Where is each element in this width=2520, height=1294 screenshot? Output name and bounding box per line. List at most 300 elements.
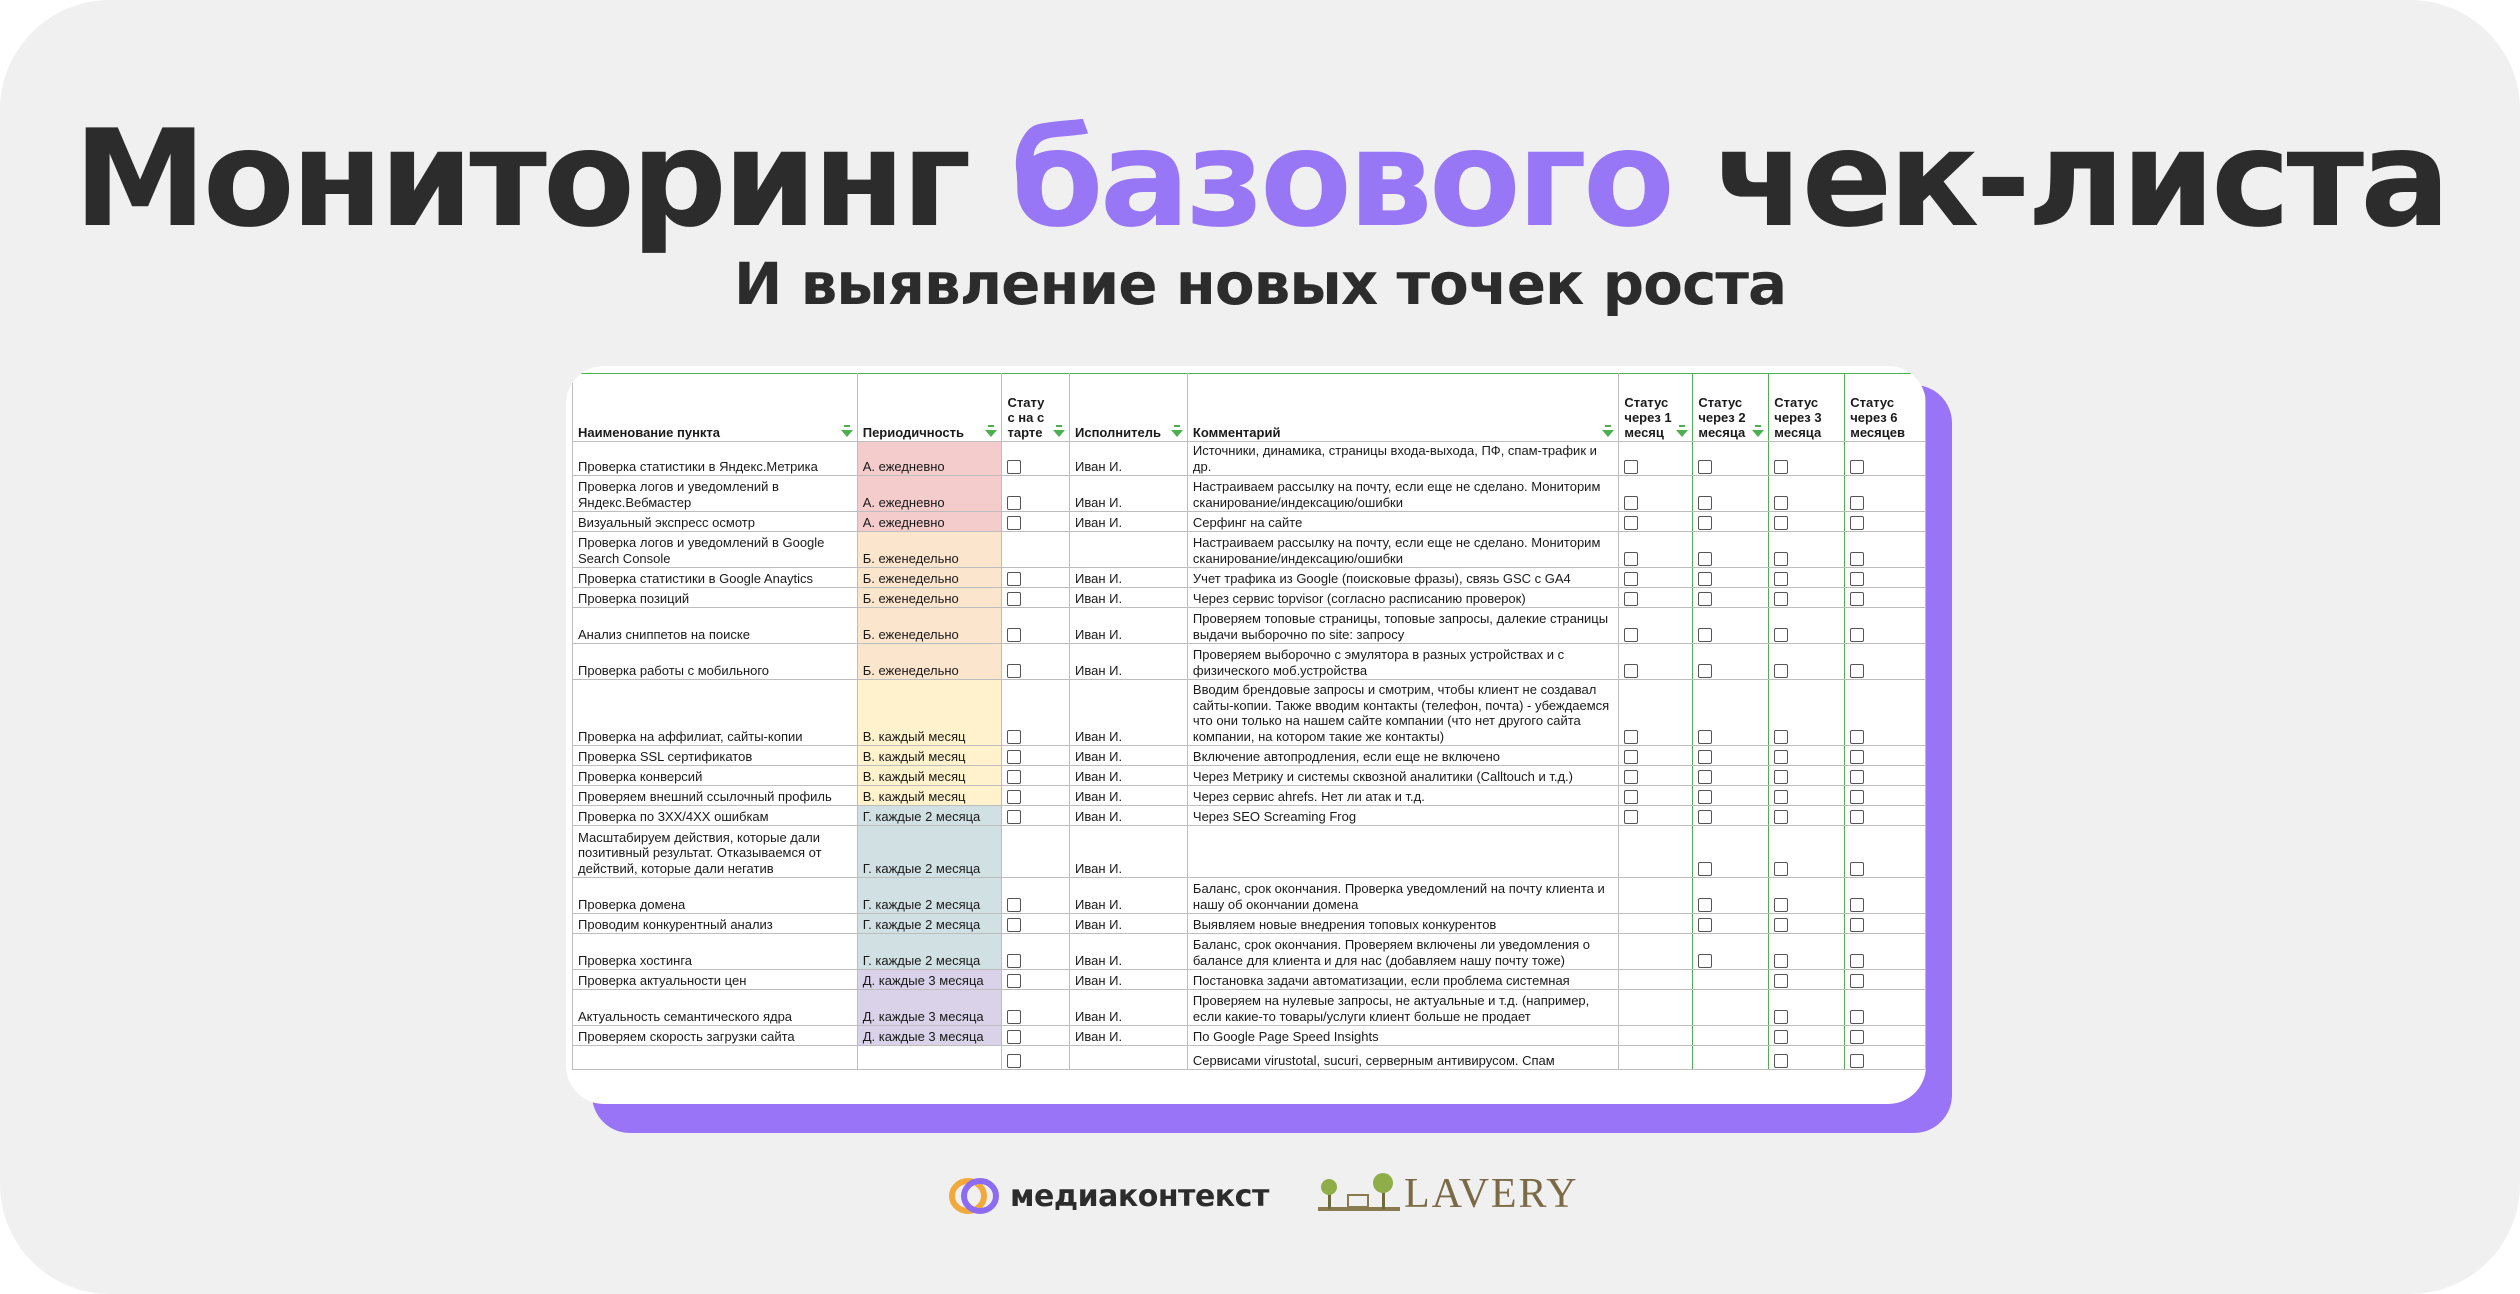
cell-executor[interactable]: Иван И.: [1070, 644, 1188, 680]
cell-status-6m[interactable]: [1845, 442, 1926, 476]
checkbox[interactable]: [1850, 552, 1864, 566]
cell-period[interactable]: В. каждый месяц: [857, 786, 1002, 806]
cell-status-start[interactable]: [1002, 532, 1070, 568]
header-comment[interactable]: [1187, 374, 1619, 442]
cell-status-start[interactable]: [1002, 1046, 1070, 1070]
checkbox[interactable]: [1698, 862, 1712, 876]
cell-executor[interactable]: Иван И.: [1070, 914, 1188, 934]
filter-icon[interactable]: [1602, 430, 1614, 437]
checkbox[interactable]: [1007, 496, 1021, 510]
checkbox[interactable]: [1850, 460, 1864, 474]
checkbox[interactable]: [1698, 592, 1712, 606]
cell-status-2m[interactable]: [1693, 1026, 1769, 1046]
cell-period[interactable]: А. ежедневно: [857, 512, 1002, 532]
cell-comment[interactable]: Баланс, срок окончания. Проверяем включены ли уведомления о балансе для клиента и для нас (добавляем нашу почту тоже): [1187, 934, 1619, 970]
cell-name[interactable]: Проверка хостинга: [573, 934, 858, 970]
checkbox[interactable]: [1007, 918, 1021, 932]
checkbox[interactable]: [1774, 810, 1788, 824]
cell-status-2m[interactable]: [1693, 512, 1769, 532]
cell-status-3m[interactable]: [1769, 786, 1845, 806]
cell-status-start[interactable]: [1002, 990, 1070, 1026]
cell-status-start[interactable]: [1002, 568, 1070, 588]
cell-status-2m[interactable]: [1693, 990, 1769, 1026]
checkbox[interactable]: [1007, 628, 1021, 642]
cell-status-2m[interactable]: [1693, 680, 1769, 746]
checkbox[interactable]: [1774, 1030, 1788, 1044]
cell-name[interactable]: Проводим конкурентный анализ: [573, 914, 858, 934]
cell-comment[interactable]: Настраиваем рассылку на почту, если еще не сделано. Мониторим сканирование/индексацию/ошибки: [1187, 476, 1619, 512]
cell-status-start[interactable]: [1002, 588, 1070, 608]
cell-status-6m[interactable]: [1845, 786, 1926, 806]
checkbox[interactable]: [1698, 918, 1712, 932]
checkbox[interactable]: [1007, 1010, 1021, 1024]
cell-comment[interactable]: Вводим брендовые запросы и смотрим, чтобы клиент не создавал сайты-копии. Также вводим контакты (телефон, почта) - убеждаемся что они только на нашем сайте компании (что нет другого сайта компании, на котором такие же контакты): [1187, 680, 1619, 746]
cell-status-2m[interactable]: [1693, 476, 1769, 512]
checkbox[interactable]: [1624, 516, 1638, 530]
cell-status-start[interactable]: [1002, 766, 1070, 786]
cell-name[interactable]: Проверка логов и уведомлений в Google Search Console: [573, 532, 858, 568]
checkbox[interactable]: [1698, 516, 1712, 530]
checkbox[interactable]: [1624, 730, 1638, 744]
checkbox[interactable]: [1774, 954, 1788, 968]
cell-name[interactable]: Проверка позиций: [573, 588, 858, 608]
checkbox[interactable]: [1698, 770, 1712, 784]
checkbox[interactable]: [1007, 750, 1021, 764]
cell-name[interactable]: Проверка работы с мобильного: [573, 644, 858, 680]
cell-comment[interactable]: Учет трафика из Google (поисковые фразы), связь GSC с GA4: [1187, 568, 1619, 588]
checkbox[interactable]: [1850, 1054, 1864, 1068]
cell-executor[interactable]: Иван И.: [1070, 680, 1188, 746]
cell-comment[interactable]: Через SEO Screaming Frog: [1187, 806, 1619, 826]
cell-name[interactable]: Проверка домена: [573, 878, 858, 914]
cell-executor[interactable]: Иван И.: [1070, 442, 1188, 476]
cell-period[interactable]: Г. каждые 2 месяца: [857, 934, 1002, 970]
cell-name[interactable]: Проверяем скорость загрузки сайта: [573, 1026, 858, 1046]
checkbox[interactable]: [1774, 628, 1788, 642]
checkbox[interactable]: [1774, 572, 1788, 586]
cell-period[interactable]: В. каждый месяц: [857, 766, 1002, 786]
cell-status-start[interactable]: [1002, 644, 1070, 680]
filter-icon[interactable]: [1676, 430, 1688, 437]
checkbox[interactable]: [1774, 750, 1788, 764]
checkbox[interactable]: [1850, 1030, 1864, 1044]
cell-status-1m[interactable]: [1619, 588, 1693, 608]
cell-status-1m[interactable]: [1619, 1026, 1693, 1046]
cell-status-3m[interactable]: [1769, 588, 1845, 608]
cell-status-2m[interactable]: [1693, 644, 1769, 680]
cell-status-6m[interactable]: [1845, 608, 1926, 644]
cell-status-6m[interactable]: [1845, 512, 1926, 532]
cell-status-6m[interactable]: [1845, 476, 1926, 512]
cell-executor[interactable]: Иван И.: [1070, 934, 1188, 970]
cell-status-3m[interactable]: [1769, 934, 1845, 970]
cell-comment[interactable]: Серфинг на сайте: [1187, 512, 1619, 532]
cell-status-2m[interactable]: [1693, 568, 1769, 588]
cell-status-3m[interactable]: [1769, 878, 1845, 914]
cell-status-1m[interactable]: [1619, 766, 1693, 786]
cell-status-2m[interactable]: [1693, 826, 1769, 878]
cell-status-start[interactable]: [1002, 786, 1070, 806]
checkbox[interactable]: [1850, 1010, 1864, 1024]
checkbox[interactable]: [1850, 790, 1864, 804]
checkbox[interactable]: [1698, 898, 1712, 912]
cell-period[interactable]: Б. еженедельно: [857, 644, 1002, 680]
table-row: [573, 568, 1926, 588]
checkbox[interactable]: [1624, 750, 1638, 764]
cell-comment[interactable]: По Google Page Speed Insights: [1187, 1026, 1619, 1046]
cell-comment[interactable]: Сервисами virustotal, sucuri, серверным антивирусом. Спам: [1187, 1046, 1619, 1070]
header-period[interactable]: [857, 374, 1002, 442]
cell-status-3m[interactable]: [1769, 990, 1845, 1026]
checkbox[interactable]: [1624, 664, 1638, 678]
cell-status-2m[interactable]: [1693, 746, 1769, 766]
cell-status-6m[interactable]: [1845, 588, 1926, 608]
filter-icon[interactable]: [1752, 430, 1764, 437]
cell-period[interactable]: А. ежедневно: [857, 442, 1002, 476]
checkbox[interactable]: [1850, 862, 1864, 876]
cell-status-1m[interactable]: [1619, 786, 1693, 806]
checkbox[interactable]: [1007, 592, 1021, 606]
cell-status-3m[interactable]: [1769, 1026, 1845, 1046]
cell-status-3m[interactable]: [1769, 644, 1845, 680]
cell-status-1m[interactable]: [1619, 532, 1693, 568]
cell-name[interactable]: Проверка по 3XX/4XX ошибкам: [573, 806, 858, 826]
cell-status-3m[interactable]: [1769, 680, 1845, 746]
cell-status-1m[interactable]: [1619, 746, 1693, 766]
checkbox[interactable]: [1698, 954, 1712, 968]
cell-status-1m[interactable]: [1619, 512, 1693, 532]
cell-period[interactable]: Г. каждые 2 месяца: [857, 826, 1002, 878]
cell-period[interactable]: В. каждый месяц: [857, 680, 1002, 746]
checkbox[interactable]: [1774, 552, 1788, 566]
cell-name[interactable]: Проверка SSL сертификатов: [573, 746, 858, 766]
checkbox[interactable]: [1007, 974, 1021, 988]
cell-status-6m[interactable]: [1845, 878, 1926, 914]
cell-status-3m[interactable]: [1769, 568, 1845, 588]
cell-status-3m[interactable]: [1769, 746, 1845, 766]
cell-comment[interactable]: Через сервис topvisor (согласно расписанию проверок): [1187, 588, 1619, 608]
cell-status-6m[interactable]: [1845, 746, 1926, 766]
cell-executor[interactable]: Иван И.: [1070, 608, 1188, 644]
cell-period[interactable]: В. каждый месяц: [857, 746, 1002, 766]
checkbox[interactable]: [1850, 750, 1864, 764]
checkbox[interactable]: [1007, 730, 1021, 744]
cell-executor[interactable]: Иван И.: [1070, 588, 1188, 608]
cell-status-start[interactable]: [1002, 826, 1070, 878]
cell-status-6m[interactable]: [1845, 532, 1926, 568]
cell-name[interactable]: Визуальный экспресс осмотр: [573, 512, 858, 532]
cell-comment[interactable]: Проверяем топовые страницы, топовые запросы, далекие страницы выдачи выборочно по site: запросу: [1187, 608, 1619, 644]
checkbox[interactable]: [1774, 496, 1788, 510]
cell-status-6m[interactable]: [1845, 644, 1926, 680]
cell-period[interactable]: Г. каждые 2 месяца: [857, 914, 1002, 934]
table-row: [573, 532, 1926, 568]
checkbox[interactable]: [1850, 810, 1864, 824]
filter-icon[interactable]: [1171, 430, 1183, 437]
cell-status-6m[interactable]: [1845, 806, 1926, 826]
cell-status-start[interactable]: [1002, 512, 1070, 532]
cell-status-6m[interactable]: [1845, 826, 1926, 878]
cell-status-start[interactable]: [1002, 442, 1070, 476]
cell-name[interactable]: Масштабируем действия, которые дали позитивный результат. Отказываемся от действий, которые дали негатив: [573, 826, 858, 878]
cell-name[interactable]: Проверяем внешний ссылочный профиль: [573, 786, 858, 806]
cell-name[interactable]: Анализ сниппетов на поиске: [573, 608, 858, 644]
checkbox[interactable]: [1850, 592, 1864, 606]
header-status-2m[interactable]: [1693, 374, 1769, 442]
cell-status-start[interactable]: [1002, 608, 1070, 644]
cell-executor[interactable]: Иван И.: [1070, 512, 1188, 532]
cell-status-3m[interactable]: [1769, 914, 1845, 934]
cell-status-1m[interactable]: [1619, 1046, 1693, 1070]
cell-name[interactable]: Актуальность семантического ядра: [573, 990, 858, 1026]
checkbox[interactable]: [1698, 810, 1712, 824]
cell-comment[interactable]: Через сервис ahrefs. Нет ли атак и т.д.: [1187, 786, 1619, 806]
filter-icon[interactable]: [841, 430, 853, 437]
checkbox[interactable]: [1850, 628, 1864, 642]
cell-comment[interactable]: Источники, динамика, страницы входа-выхода, ПФ, спам-трафик и др.: [1187, 442, 1619, 476]
cell-comment[interactable]: [1187, 826, 1619, 878]
checkbox[interactable]: [1007, 810, 1021, 824]
filter-icon[interactable]: [1053, 430, 1065, 437]
cell-status-3m[interactable]: [1769, 826, 1845, 878]
cell-period[interactable]: Б. еженедельно: [857, 608, 1002, 644]
checkbox[interactable]: [1624, 770, 1638, 784]
cell-status-3m[interactable]: [1769, 970, 1845, 990]
cell-executor[interactable]: Иван И.: [1070, 826, 1188, 878]
checkbox[interactable]: [1850, 918, 1864, 932]
checkbox[interactable]: [1774, 664, 1788, 678]
cell-status-1m[interactable]: [1619, 878, 1693, 914]
cell-period[interactable]: Д. каждые 3 месяца: [857, 970, 1002, 990]
checkbox[interactable]: [1007, 572, 1021, 586]
cell-status-1m[interactable]: [1619, 826, 1693, 878]
cell-status-start[interactable]: [1002, 1026, 1070, 1046]
cell-status-2m[interactable]: [1693, 766, 1769, 786]
checkbox[interactable]: [1774, 974, 1788, 988]
cell-period[interactable]: Д. каждые 3 месяца: [857, 1026, 1002, 1046]
lavery-name: LAVERY: [1404, 1171, 1579, 1217]
cell-status-start[interactable]: [1002, 970, 1070, 990]
checkbox[interactable]: [1850, 770, 1864, 784]
cell-executor[interactable]: Иван И.: [1070, 1026, 1188, 1046]
cell-status-3m[interactable]: [1769, 806, 1845, 826]
checkbox[interactable]: [1698, 552, 1712, 566]
checkbox[interactable]: [1850, 496, 1864, 510]
checkbox[interactable]: [1774, 592, 1788, 606]
checkbox[interactable]: [1007, 516, 1021, 530]
checkbox[interactable]: [1774, 898, 1788, 912]
cell-executor[interactable]: Иван И.: [1070, 970, 1188, 990]
checkbox[interactable]: [1850, 572, 1864, 586]
cell-status-2m[interactable]: [1693, 806, 1769, 826]
cell-status-6m[interactable]: [1845, 990, 1926, 1026]
checkbox[interactable]: [1774, 730, 1788, 744]
cell-status-6m[interactable]: [1845, 1046, 1926, 1070]
cell-status-1m[interactable]: [1619, 442, 1693, 476]
cell-period[interactable]: Б. еженедельно: [857, 568, 1002, 588]
checkbox[interactable]: [1774, 460, 1788, 474]
checkbox[interactable]: [1698, 750, 1712, 764]
checkbox[interactable]: [1850, 898, 1864, 912]
cell-status-2m[interactable]: [1693, 934, 1769, 970]
cell-comment[interactable]: Включение автопродления, если еще не включено: [1187, 746, 1619, 766]
cell-executor[interactable]: Иван И.: [1070, 766, 1188, 786]
checkbox[interactable]: [1624, 552, 1638, 566]
cell-status-3m[interactable]: [1769, 766, 1845, 786]
cell-status-2m[interactable]: [1693, 442, 1769, 476]
cell-status-start[interactable]: [1002, 680, 1070, 746]
cell-executor[interactable]: [1070, 532, 1188, 568]
header-status-1m[interactable]: [1619, 374, 1693, 442]
checkbox[interactable]: [1774, 1010, 1788, 1024]
checkbox[interactable]: [1624, 790, 1638, 804]
cell-comment[interactable]: Выявляем новые внедрения топовых конкурентов: [1187, 914, 1619, 934]
checkbox[interactable]: [1698, 460, 1712, 474]
cell-status-2m[interactable]: [1693, 914, 1769, 934]
checkbox[interactable]: [1624, 460, 1638, 474]
header-executor[interactable]: [1070, 374, 1188, 442]
filter-icon[interactable]: [985, 430, 997, 437]
cell-name[interactable]: Проверка логов и уведомлений в Яндекс.Вебмастер: [573, 476, 858, 512]
cell-status-6m[interactable]: [1845, 934, 1926, 970]
checkbox[interactable]: [1007, 898, 1021, 912]
checkbox[interactable]: [1774, 516, 1788, 530]
cell-comment[interactable]: Проверяем выборочно с эмулятора в разных устройствах и с физического моб.устройства: [1187, 644, 1619, 680]
cell-period[interactable]: Д. каждые 3 месяца: [857, 990, 1002, 1026]
cell-comment[interactable]: Настраиваем рассылку на почту, если еще не сделано. Мониторим сканирование/индексацию/ошибки: [1187, 532, 1619, 568]
cell-status-3m[interactable]: [1769, 512, 1845, 532]
cell-period[interactable]: А. ежедневно: [857, 476, 1002, 512]
checkbox[interactable]: [1007, 790, 1021, 804]
header-status-3m[interactable]: [1769, 374, 1845, 442]
checkbox[interactable]: [1698, 664, 1712, 678]
cell-status-start[interactable]: [1002, 914, 1070, 934]
checkbox[interactable]: [1774, 770, 1788, 784]
cell-status-1m[interactable]: [1619, 934, 1693, 970]
cell-status-1m[interactable]: [1619, 680, 1693, 746]
cell-status-2m[interactable]: [1693, 608, 1769, 644]
cell-status-start[interactable]: [1002, 806, 1070, 826]
cell-name[interactable]: Проверка конверсий: [573, 766, 858, 786]
checkbox[interactable]: [1698, 730, 1712, 744]
checkbox[interactable]: [1774, 862, 1788, 876]
cell-status-start[interactable]: [1002, 476, 1070, 512]
checkbox[interactable]: [1624, 810, 1638, 824]
header-status-start[interactable]: [1002, 374, 1070, 442]
checkbox[interactable]: [1007, 1030, 1021, 1044]
cell-status-2m[interactable]: [1693, 588, 1769, 608]
cell-status-start[interactable]: [1002, 934, 1070, 970]
cell-status-3m[interactable]: [1769, 608, 1845, 644]
cell-status-1m[interactable]: [1619, 608, 1693, 644]
cell-status-6m[interactable]: [1845, 680, 1926, 746]
checkbox[interactable]: [1698, 628, 1712, 642]
cell-status-3m[interactable]: [1769, 1046, 1845, 1070]
checkbox[interactable]: [1007, 1054, 1021, 1068]
cell-status-2m[interactable]: [1693, 786, 1769, 806]
cell-status-2m[interactable]: [1693, 532, 1769, 568]
cell-name[interactable]: Проверка статистики в Яндекс.Метрика: [573, 442, 858, 476]
cell-status-3m[interactable]: [1769, 442, 1845, 476]
checkbox[interactable]: [1850, 516, 1864, 530]
cell-executor[interactable]: [1070, 1046, 1188, 1070]
checkbox[interactable]: [1007, 770, 1021, 784]
header-name[interactable]: [573, 374, 858, 442]
cell-status-1m[interactable]: [1619, 914, 1693, 934]
checkbox[interactable]: [1698, 790, 1712, 804]
cell-comment[interactable]: Баланс, срок окончания. Проверка уведомлений на почту клиента и нашу об окончании домена: [1187, 878, 1619, 914]
cell-status-1m[interactable]: [1619, 476, 1693, 512]
cell-name[interactable]: Проверка актуальности цен: [573, 970, 858, 990]
checkbox[interactable]: [1774, 918, 1788, 932]
cell-status-1m[interactable]: [1619, 970, 1693, 990]
checkbox[interactable]: [1850, 954, 1864, 968]
cell-executor[interactable]: Иван И.: [1070, 878, 1188, 914]
cell-status-1m[interactable]: [1619, 990, 1693, 1026]
checkbox[interactable]: [1850, 974, 1864, 988]
cell-status-6m[interactable]: [1845, 568, 1926, 588]
cell-period[interactable]: Г. каждые 2 месяца: [857, 878, 1002, 914]
checkbox[interactable]: [1698, 496, 1712, 510]
checkbox[interactable]: [1624, 496, 1638, 510]
cell-status-start[interactable]: [1002, 878, 1070, 914]
checkbox[interactable]: [1850, 664, 1864, 678]
cell-executor[interactable]: Иван И.: [1070, 746, 1188, 766]
cell-status-1m[interactable]: [1619, 806, 1693, 826]
checkbox[interactable]: [1007, 954, 1021, 968]
cell-name[interactable]: [573, 1046, 858, 1070]
checkbox[interactable]: [1007, 460, 1021, 474]
cell-comment[interactable]: Постановка задачи автоматизации, если проблема системная: [1187, 970, 1619, 990]
cell-status-3m[interactable]: [1769, 532, 1845, 568]
cell-status-start[interactable]: [1002, 746, 1070, 766]
cell-period[interactable]: Б. еженедельно: [857, 588, 1002, 608]
checkbox[interactable]: [1698, 572, 1712, 586]
checkbox[interactable]: [1624, 592, 1638, 606]
checkbox[interactable]: [1850, 730, 1864, 744]
cell-executor[interactable]: Иван И.: [1070, 568, 1188, 588]
cell-executor[interactable]: Иван И.: [1070, 806, 1188, 826]
cell-executor[interactable]: Иван И.: [1070, 990, 1188, 1026]
cell-executor[interactable]: Иван И.: [1070, 786, 1188, 806]
cell-status-6m[interactable]: [1845, 970, 1926, 990]
cell-period[interactable]: Г. каждые 2 месяца: [857, 806, 1002, 826]
cell-status-1m[interactable]: [1619, 644, 1693, 680]
cell-status-2m[interactable]: [1693, 878, 1769, 914]
cell-status-2m[interactable]: [1693, 1046, 1769, 1070]
cell-status-2m[interactable]: [1693, 970, 1769, 990]
checkbox[interactable]: [1774, 790, 1788, 804]
cell-comment[interactable]: Через Метрику и системы сквозной аналитики (Calltouch и т.д.): [1187, 766, 1619, 786]
cell-executor[interactable]: Иван И.: [1070, 476, 1188, 512]
header-status-6m[interactable]: [1845, 374, 1926, 442]
cell-status-1m[interactable]: [1619, 568, 1693, 588]
checkbox[interactable]: [1624, 572, 1638, 586]
cell-comment[interactable]: Проверяем на нулевые запросы, не актуальные и т.д. (например, если какие-то товары/услуги клиент больше не продает: [1187, 990, 1619, 1026]
cell-status-6m[interactable]: [1845, 914, 1926, 934]
checkbox[interactable]: [1007, 664, 1021, 678]
cell-name[interactable]: Проверка на аффилиат, сайты-копии: [573, 680, 858, 746]
cell-status-6m[interactable]: [1845, 1026, 1926, 1046]
cell-period[interactable]: Б. еженедельно: [857, 532, 1002, 568]
cell-name[interactable]: Проверка статистики в Google Anaytics: [573, 568, 858, 588]
cell-status-3m[interactable]: [1769, 476, 1845, 512]
cell-period[interactable]: [857, 1046, 1002, 1070]
cell-status-6m[interactable]: [1845, 766, 1926, 786]
table-row: [573, 608, 1926, 644]
checkbox[interactable]: [1774, 1054, 1788, 1068]
checkbox[interactable]: [1624, 628, 1638, 642]
